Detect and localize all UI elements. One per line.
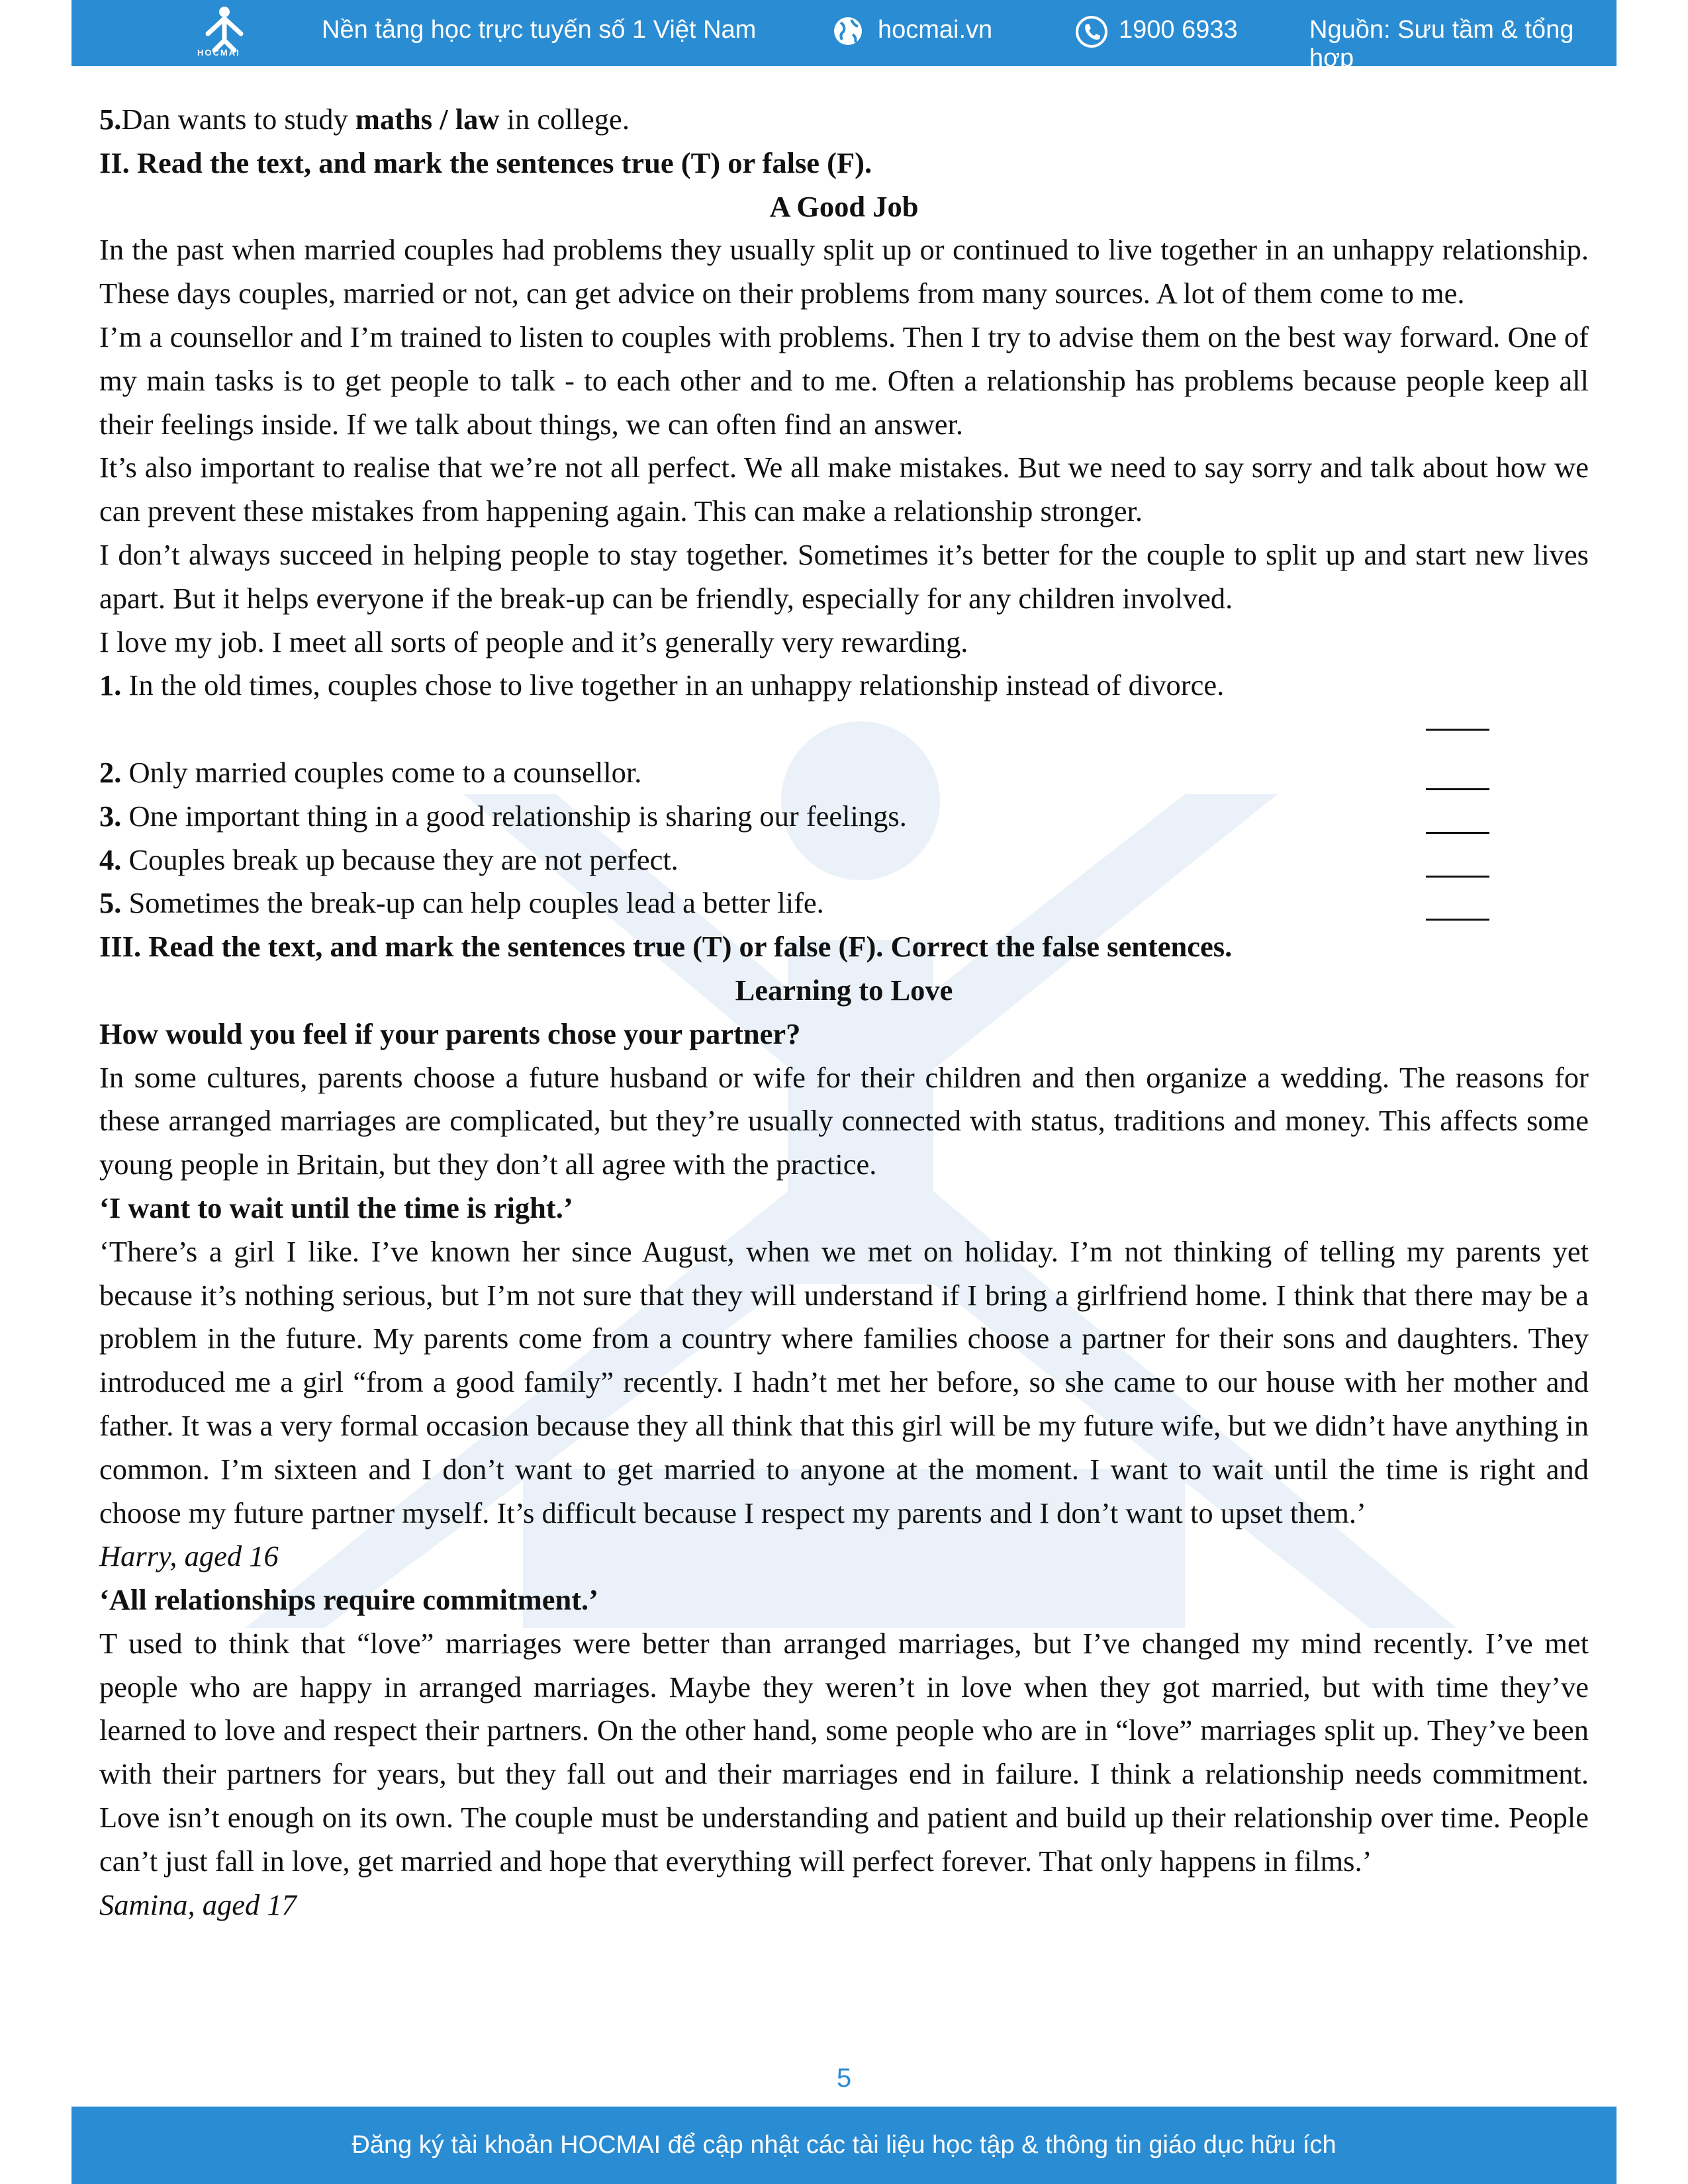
reading-title: Learning to Love — [735, 973, 953, 1007]
logo-text: HOCMAI — [197, 48, 240, 58]
answer-blank[interactable] — [1426, 919, 1489, 921]
choice-options: maths / law — [355, 103, 500, 136]
paragraph: I’m a counsellor and I’m trained to listen to couples with problems. Then I try to advise them on the best way forward. One of my main tasks is to get people to talk - to each other and to me. Often a relationship has problems because people keep all their feelings inside. If we talk about things, we can often find an answer. — [99, 320, 1589, 441]
answer-blank[interactable] — [1426, 876, 1489, 878]
page-number: 5 — [836, 2064, 852, 2093]
quote-title: ‘All relationships require commitment.’ — [99, 1583, 598, 1617]
quote-author: Harry, aged 16 — [99, 1539, 279, 1573]
page-footer[interactable]: Đăng ký tài khoản HOCMAI để cập nhật các tài liệu học tập & thông tin giáo dục hữu ích — [71, 2107, 1617, 2184]
paragraph: I don’t always succeed in helping people to stay together. Sometimes it’s better for the couple to split up and start new lives apart. But it helps everyone if the break-up can be friendly, especially for any children involved. — [99, 537, 1589, 615]
paragraph: In some cultures, parents choose a future husband or wife for their children and then organize a wedding. The reasons for these arranged marriages are complicated, but they’re usually connected with status, traditions and money. This affects some young people in Britain, but they don’t all agree with the practice. — [99, 1060, 1589, 1181]
header-phone[interactable]: 1900 6933 — [1119, 16, 1238, 44]
quote-title: ‘I want to wait until the time is right.’ — [99, 1191, 573, 1224]
answer-blank[interactable] — [1426, 729, 1489, 731]
paragraph: It’s also important to realise that we’re not all perfect. We all make mistakes. But we need to say sorry and talk about how we can prevent these mistakes from happening again. This can make a relationship stronger. — [99, 451, 1589, 528]
header-source: Nguồn: Sưu tầm & tổng hợp — [1309, 16, 1574, 72]
paragraph: In the past when married couples had problems they usually split up or continued to live together in an unhappy relationship. These days couples, married or not, can get advice on their problems from many sources. A lot of them come to me. — [99, 233, 1589, 310]
paragraph: T used to think that “love” marriages were better than arranged marriages, but I’ve changed my mind recently. I’ve met people who are happy in arranged marriages. Maybe they weren’t in love when they got married, but with time they’ve learned to love and respect their partners. On the other hand, some people who are in “love” marriages split up. They’ve been with their partners for years, but they fall out and their marriages end in failure. I think a relationship needs commitment. Love isn’t enough on its own. The couple must be understanding and patient and build up their relationship over time. People can’t just fall in love, get married and hope that everything will perfect forever. That only happens in films.’ — [99, 1626, 1589, 1878]
page-header — [71, 0, 1617, 72]
answer-row — [99, 707, 1589, 751]
reading-subtitle: How would you feel if your parents chose your partner? — [99, 1017, 801, 1050]
answer-blank[interactable] — [1426, 788, 1489, 790]
previous-exercise-item: 5.Dan wants to study maths / law in college. — [99, 103, 630, 136]
reading-title: A Good Job — [769, 189, 919, 223]
header-website-link[interactable]: hocmai.vn — [878, 16, 993, 44]
tf-question: 3. One important thing in a good relationship is sharing our feelings. — [99, 795, 1589, 839]
phone-icon — [1074, 15, 1109, 49]
section-3-heading: III. Read the text, and mark the sentences true (T) or false (F). Correct the false sentences. — [99, 930, 1233, 964]
section-2-heading: II. Read the text, and mark the sentences true (T) or false (F). — [99, 146, 872, 179]
item-number: 5. — [99, 103, 122, 136]
tf-question: 1. In the old times, couples chose to live together in an unhappy relationship instead of divorce. — [99, 668, 1225, 702]
paragraph: I love my job. I meet all sorts of people and it’s generally very rewarding. — [99, 625, 968, 659]
header-tagline: Nền tảng học trực tuyến số 1 Việt Nam — [322, 16, 757, 44]
tf-question: 2. Only married couples come to a counsellor. — [99, 751, 1589, 795]
tf-question: 4. Couples break up because they are not perfect. — [99, 839, 1589, 882]
paragraph: ‘There’s a girl I like. I’ve known her since August, when we met on holiday. I’m not thinking of telling my parents yet because it’s nothing serious, but I’m not sure that they will understand if I bring a girlfriend home. I think that there may be a problem in the future. My parents come from a country where families choose a partner for their sons and daughters. They introduced me a girl “from a good family” recently. I hadn’t met her before, so she came to our house with her mother and father. It was a very formal occasion because they all think that this girl will be my future wife, but we didn’t have anything in common. I’m sixteen and I don’t want to get married to anyone at the moment. I want to wait until the time is right and choose my future partner myself. It’s difficult because I respect my parents and I don’t want to upset them.’ — [99, 1234, 1589, 1529]
answer-blank[interactable] — [1426, 832, 1489, 834]
tf-question: 5. Sometimes the break-up can help couples lead a better life. — [99, 882, 1589, 925]
document-body — [99, 98, 1589, 1927]
globe-icon — [831, 15, 865, 48]
quote-author: Samina, aged 17 — [99, 1888, 297, 1921]
